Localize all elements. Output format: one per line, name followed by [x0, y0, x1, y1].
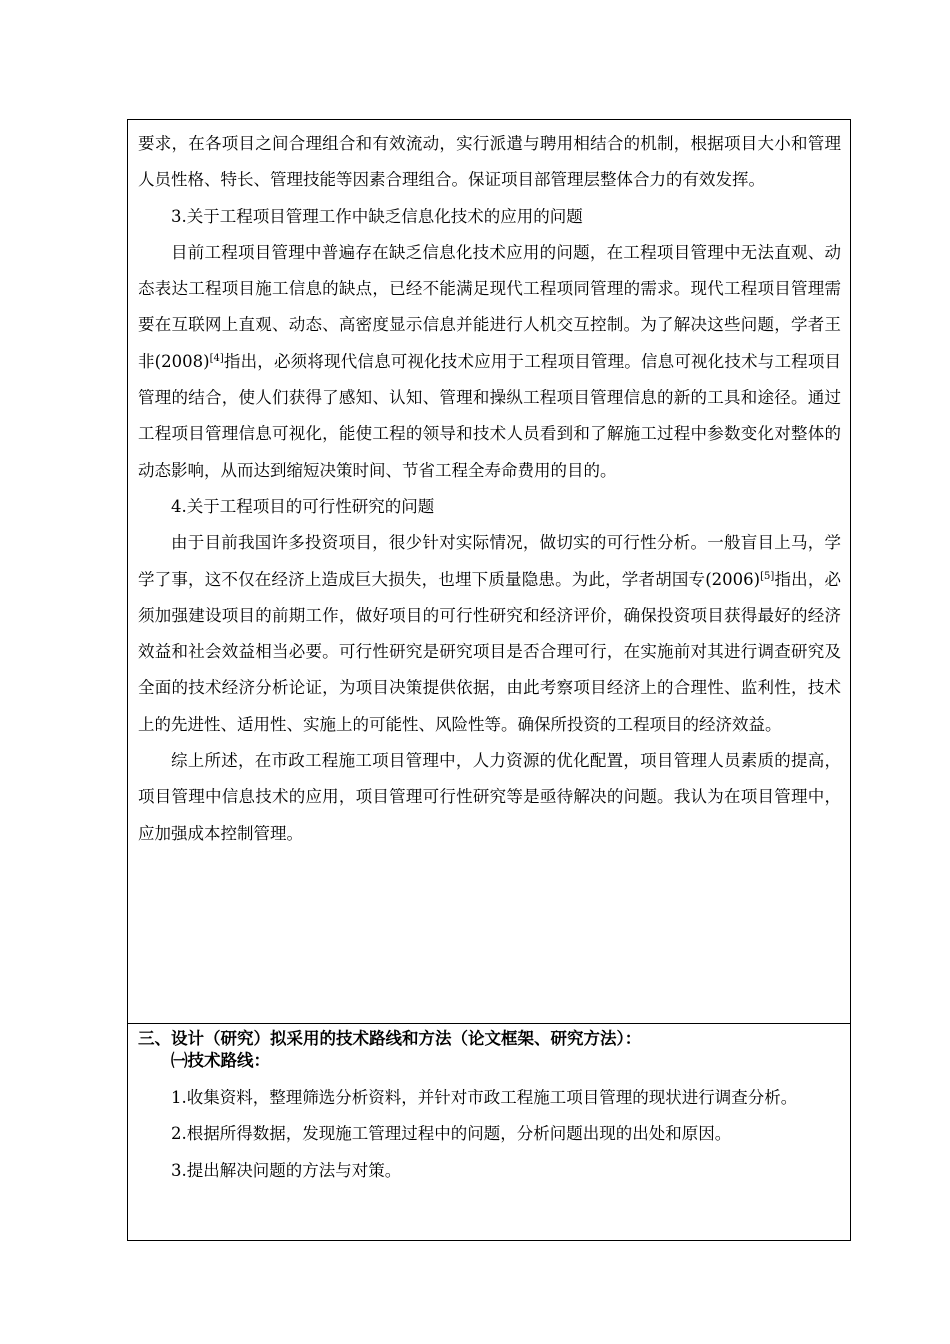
paragraph	[138, 525, 841, 743]
paragraph-text: 指出，必须加强建设项目的前期工作，做好项目的可行性研究和经济评价，确保投资项目获得最好的经济效益和社会效益相当必要。可行性研究是研究项目是否合理可行，在实施前对其进行调查研究及全面的技术经济分析论证，为项目决策提供依据，由此考察项目经济上的合理性、监利性，技术上的先进性、适用性、实施上的可能性、风险性等。确保所投资的工程项目的经济效益。	[138, 569, 841, 734]
table-divider	[128, 1023, 850, 1024]
citation: [5]	[760, 570, 775, 582]
citation: [4]	[209, 352, 224, 364]
paragraph: 要求，在各项目之间合理组合和有效流动，实行派遣与聘用相结合的机制，根据项目大小和管理人员性格、特长、管理技能等因素合理组合。保证项目部管理层整体合力的有效发挥。	[138, 134, 841, 190]
paragraph-text: 指出，必须将现代信息可视化技术应用于工程项目管理。信息可视化技术与工程项目管理的结合，使人们获得了感知、认知、管理和操纵工程项目管理信息的新的工具和途径。通过工程项目管理信息可视化，能使工程的领导和技术人员看到和了解施工过程中参数变化对整体的动态影响，从而达到缩短决策时间、节省工程全寿命费用的目的。	[138, 351, 842, 480]
section-heading: 三、设计（研究）拟采用的技术路线和方法（论文框架、研究方法）：	[138, 1029, 642, 1048]
paragraph-text: 由于目前我国许多投资项目，很少针对实际情况，做切实的可行性分析。一般盲目上马，学学了事，这不仅在经济上造成巨大损失，也埋下质量隐患。为此，学者胡国专(2006)	[138, 533, 841, 589]
paragraph-text: 目前工程项目管理中普遍存在缺乏信息化技术应用的问题，在工程项目管理中无法直观、动态表达工程项目施工信息的缺点，已经不能满足现代工程项同管理的需求。现代工程项目管理需要在互联网上直观、动态、高密度显示信息并能进行人机交互控制。为了解决这些问题，学者王非(2008)	[138, 242, 841, 371]
paragraph	[138, 235, 841, 489]
literature-review-section	[138, 126, 841, 852]
list-item: 3.提出解决问题的方法与对策。	[171, 1160, 402, 1180]
paragraph: 综上所述，在市政工程施工项目管理中，人力资源的优化配置，项目管理人员素质的提高，项目管理中信息技术的应用，项目管理可行性研究等是亟待解决的问题。我认为在项目管理中，应加强成本控制管理。	[138, 751, 841, 843]
technical-route-section	[138, 1028, 841, 1189]
subsection-heading: ㈠技术路线：	[171, 1051, 270, 1070]
subsection-heading: 3.关于工程项目管理工作中缺乏信息化技术的应用的问题	[171, 206, 583, 226]
list-item: 1.收集资料，整理筛选分析资料，并针对市政工程施工项目管理的现状进行调查分析。	[171, 1088, 798, 1107]
subsection-heading: 4.关于工程项目的可行性研究的问题	[171, 496, 435, 516]
list-item: 2.根据所得数据，发现施工管理过程中的问题，分析问题出现的出处和原因。	[171, 1124, 732, 1144]
form-table	[127, 119, 851, 1241]
